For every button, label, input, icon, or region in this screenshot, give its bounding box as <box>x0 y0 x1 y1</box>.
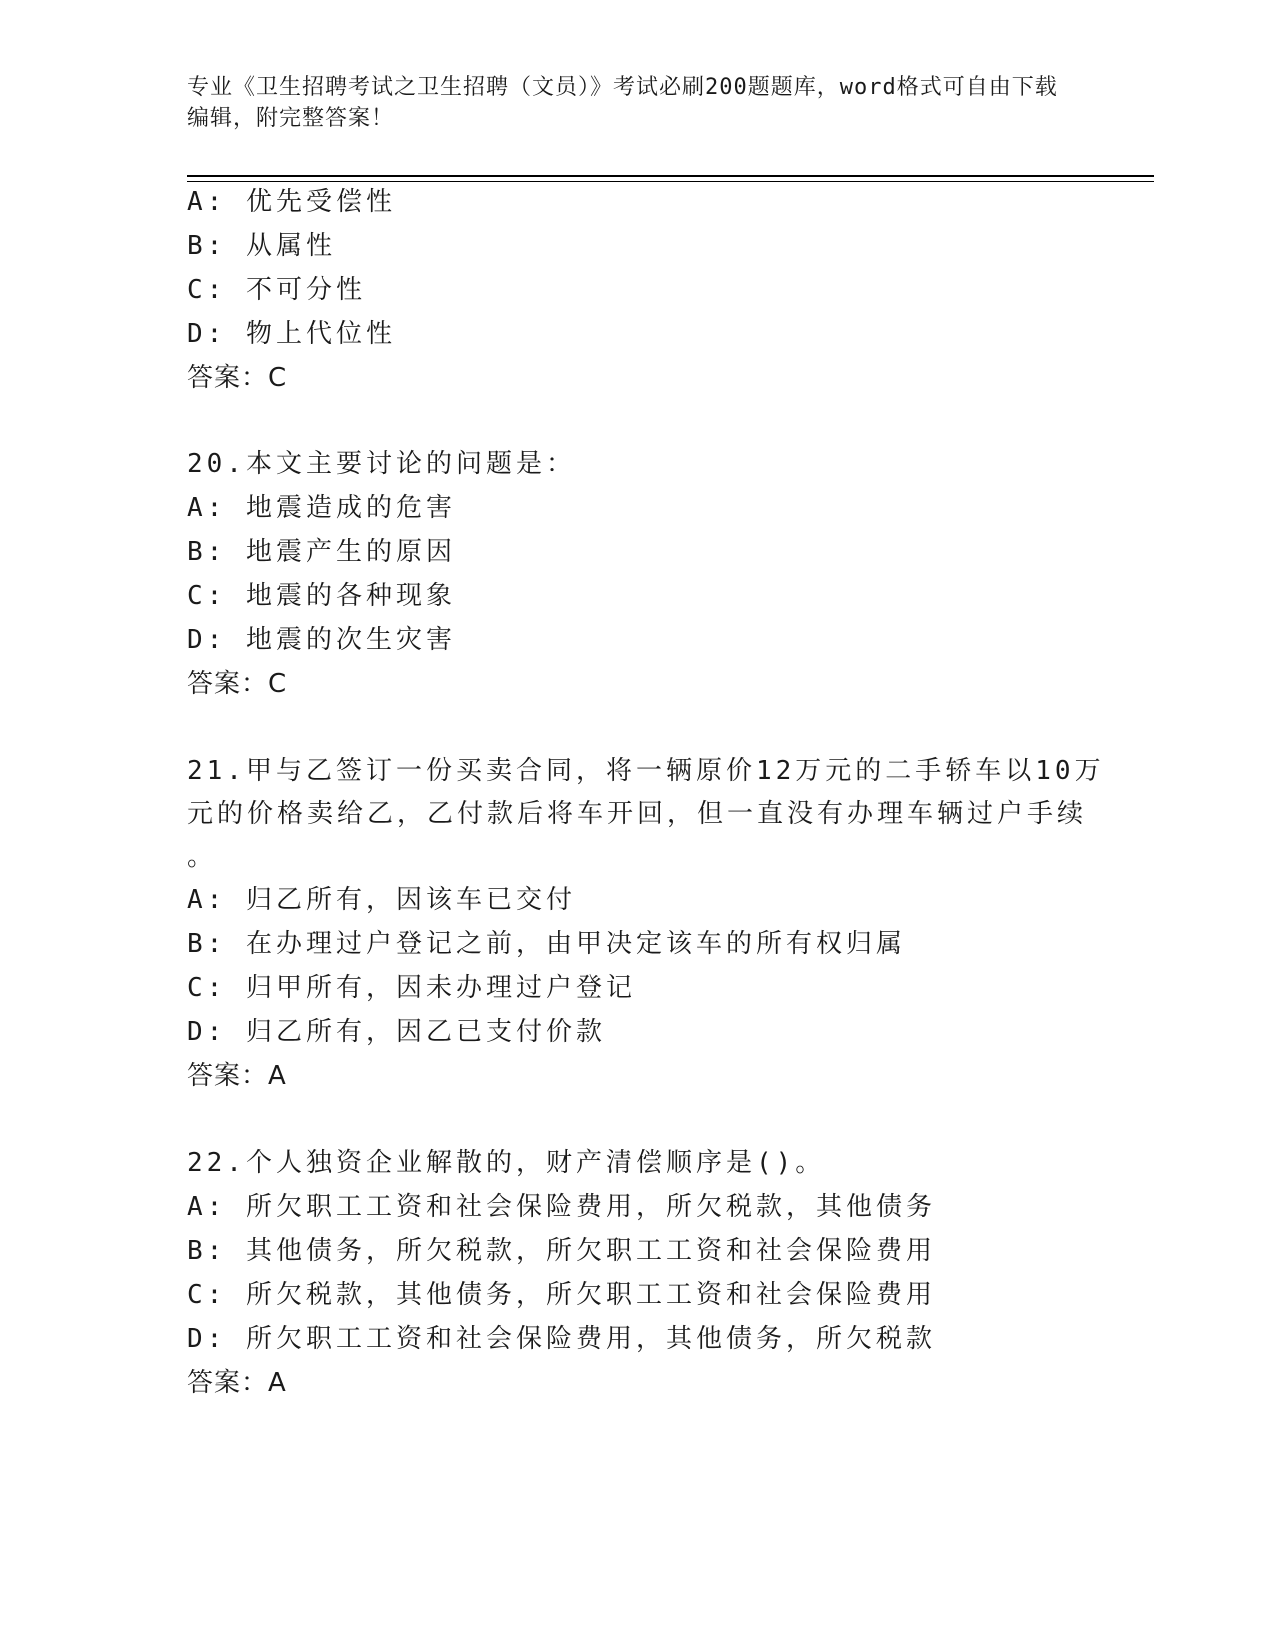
option-c: C: 不可分性 <box>187 275 366 305</box>
option-d: D: 地震的次生灾害 <box>187 625 456 655</box>
question-stem-line3: 。 <box>187 842 218 872</box>
header-rule-thick <box>187 175 1154 177</box>
option-a: A: 所欠职工工资和社会保险费用，所欠税款，其他债务 <box>187 1192 936 1222</box>
option-b: B: 在办理过户登记之前，由甲决定该车的所有权归属 <box>187 929 906 959</box>
option-a: A: 地震造成的危害 <box>187 493 456 523</box>
option-a: A: 归乙所有，因该车已交付 <box>187 885 576 915</box>
question-stem: 20.本文主要讨论的问题是： <box>187 449 576 479</box>
option-c: C: 所欠税款，其他债务，所欠职工工资和社会保险费用 <box>187 1280 936 1310</box>
question-stem-line1: 21.甲与乙签订一份买卖合同，将一辆原价12万元的二手轿车以10万 <box>187 756 1105 786</box>
document-intro: 专业《卫生招聘考试之卫生招聘（文员）》考试必刷200题题库，word格式可自由下载编辑，附完整答案！ <box>187 75 1058 131</box>
question-stem: 22.个人独资企业解散的，财产清偿顺序是()。 <box>187 1148 826 1178</box>
option-b: B: 从属性 <box>187 231 336 261</box>
option-a: A: 优先受偿性 <box>187 187 396 217</box>
header-rule-thin <box>187 181 1154 182</box>
option-c: C: 归甲所有，因未办理过户登记 <box>187 973 636 1003</box>
question-stem-line2: 元的价格卖给乙，乙付款后将车开回，但一直没有办理车辆过户手续 <box>187 799 1088 829</box>
option-d: D: 所欠职工工资和社会保险费用，其他债务，所欠税款 <box>187 1324 936 1354</box>
option-c: C: 地震的各种现象 <box>187 581 456 611</box>
answer-line: 答案：C <box>187 669 288 699</box>
answer-line: 答案：C <box>187 363 288 393</box>
answer-line: 答案：A <box>187 1061 287 1091</box>
option-b: B: 其他债务，所欠税款，所欠职工工资和社会保险费用 <box>187 1236 936 1266</box>
option-d: D: 归乙所有，因乙已支付价款 <box>187 1017 606 1047</box>
option-b: B: 地震产生的原因 <box>187 537 456 567</box>
option-d: D: 物上代位性 <box>187 319 396 349</box>
answer-line: 答案：A <box>187 1368 287 1398</box>
